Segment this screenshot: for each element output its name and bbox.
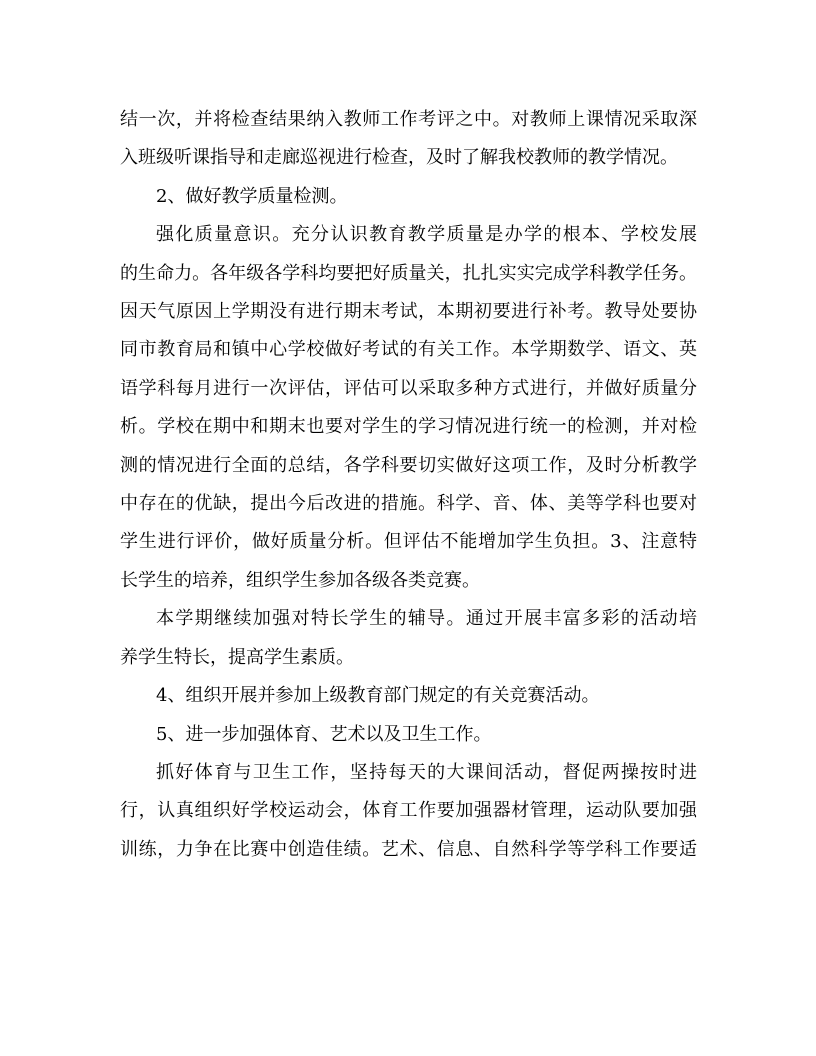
paragraph	[120, 677, 697, 715]
text-line: 2、做好教学质量检测。	[156, 185, 348, 207]
text-line: 抓好体育与卫生工作，坚持每天的大课间活动，督促两操按时进	[156, 761, 697, 783]
text-line: 本学期继续加强对特长学生的辅导。通过开展丰富多彩的活动培	[156, 608, 697, 630]
text-line: 长学生的培养，组织学生参加各级各类竞赛。	[120, 569, 480, 591]
text-line: 行，认真组织好学校运动会，体育工作要加强器材管理，运动队要加强	[120, 800, 697, 822]
text-line: 4、组织开展并参加上级教育部门规定的有关竞赛活动。	[156, 685, 600, 707]
text-line: 因天气原因上学期没有进行期末考试，本期初要进行补考。教导处要协	[120, 301, 697, 323]
paragraph	[120, 216, 697, 600]
text-line: 入班级听课指导和走廊巡视进行检查，及时了解我校教师的教学情况。	[120, 147, 678, 169]
text-line: 养学生特长，提高学生素质。	[120, 646, 354, 668]
text-line: 强化质量意识。充分认识教育教学质量是办学的根本、学校发展	[156, 224, 697, 246]
text-line: 5、进一步加强体育、艺术以及卫生工作。	[156, 723, 492, 745]
paragraph	[120, 101, 697, 178]
text-line: 同市教育局和镇中心学校做好考试的有关工作。本学期数学、语文、英	[120, 339, 697, 361]
text-line: 的生命力。各年级各学科均要把好质量关，扎扎实实完成学科教学任务。	[120, 262, 697, 284]
text-line: 语学科每月进行一次评估，评估可以采取多种方式进行，并做好质量分	[120, 377, 697, 399]
text-line: 测的情况进行全面的总结，各学科要切实做好这项工作，及时分析教学	[120, 454, 697, 476]
text-line: 中存在的优缺，提出今后改进的措施。科学、音、体、美等学科也要对	[120, 493, 697, 515]
text-line: 结一次，并将检查结果纳入教师工作考评之中。对教师上课情况采取深	[120, 109, 697, 130]
paragraph	[120, 600, 697, 677]
paragraph	[120, 754, 697, 869]
paragraph	[120, 716, 697, 754]
paragraph	[120, 178, 697, 216]
text-line: 学生进行评价，做好质量分析。但评估不能增加学生负担。3、注意特	[120, 531, 697, 553]
document-body	[120, 101, 697, 869]
text-line: 析。学校在期中和期末也要对学生的学习情况进行统一的检测，并对检	[120, 416, 697, 438]
text-line: 训练，力争在比赛中创造佳绩。艺术、信息、自然科学等学科工作要适	[120, 838, 697, 860]
